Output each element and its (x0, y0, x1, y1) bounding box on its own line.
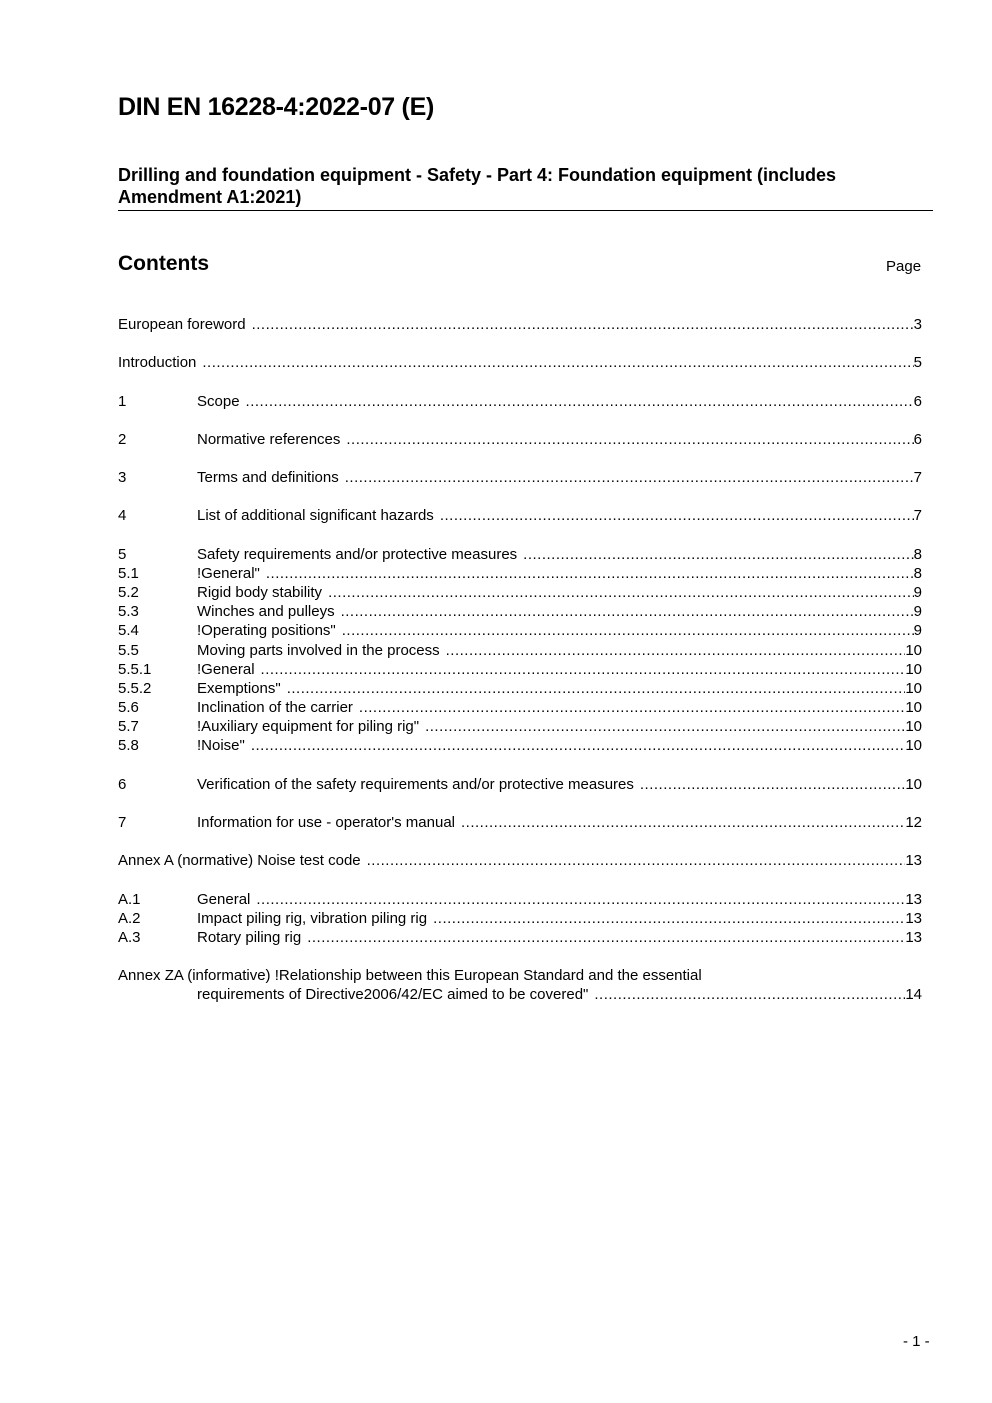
toc-entry-number: 1 (118, 393, 127, 410)
toc-entry-5[interactable] (118, 545, 922, 564)
toc-entry-5-6[interactable] (118, 698, 922, 717)
toc-entry-page: 10 (905, 642, 922, 659)
toc-entry-number: 6 (118, 776, 127, 793)
toc-entry-5-5-2[interactable] (118, 679, 922, 698)
toc-entry-number: A.3 (118, 929, 141, 946)
toc-entry-page: 7 (913, 507, 922, 524)
toc-entry-6[interactable] (118, 775, 922, 794)
toc-entry-page: 3 (913, 316, 922, 333)
toc-entry-3[interactable] (118, 468, 922, 487)
toc-leader (433, 909, 905, 928)
toc-entry-page: 13 (905, 929, 922, 946)
toc-entry-page: 10 (905, 699, 922, 716)
toc-leader (266, 564, 914, 583)
toc-entry-page: 9 (913, 584, 922, 601)
toc-entry-text: !Noise" (197, 737, 245, 754)
toc-entry-text: Exemptions" (197, 680, 281, 697)
toc-entry-annex-a[interactable] (118, 851, 922, 870)
toc-entry-page: 7 (913, 469, 922, 486)
toc-entry-number: 5.2 (118, 584, 139, 601)
toc-entry-number: 5.3 (118, 603, 139, 620)
toc-entry-text: List of additional significant hazards (197, 507, 434, 524)
toc-entry-introduction[interactable] (118, 353, 922, 372)
toc-entry-number: 7 (118, 814, 127, 831)
toc-leader (307, 928, 905, 947)
toc-entry-number: 4 (118, 507, 127, 524)
toc-entry-number: A.1 (118, 891, 141, 908)
toc-leader (341, 602, 914, 621)
toc-entry-text: Normative references (197, 431, 341, 448)
toc-entry-text: !Operating positions" (197, 622, 336, 639)
toc-entry-page: 10 (905, 737, 922, 754)
toc-entry-page: 8 (913, 546, 922, 563)
toc-entry-page: 6 (913, 431, 922, 448)
toc-entry-text: !General" (197, 565, 260, 582)
toc-entry-5-8[interactable] (118, 736, 922, 755)
toc-entry-text: Verification of the safety requirements and/or protective measures (197, 776, 634, 793)
toc-entry-text: European foreword (118, 316, 246, 333)
toc-entry-5-4[interactable] (118, 621, 922, 640)
toc-leader (425, 717, 905, 736)
toc-entry-annex-za-line1[interactable] (118, 966, 922, 985)
toc-entry-page: 14 (905, 986, 922, 1003)
toc-entry-page: 10 (905, 661, 922, 678)
toc-leader (252, 315, 914, 334)
toc-entry-page: 9 (913, 603, 922, 620)
toc-leader (328, 583, 914, 602)
toc-entry-text: !General (197, 661, 255, 678)
toc-entry-7[interactable] (118, 813, 922, 832)
toc-leader (342, 621, 914, 640)
page-number: - 1 - (903, 1333, 930, 1350)
toc-entry-page: 10 (905, 776, 922, 793)
toc-entry-number: 5.5.2 (118, 680, 152, 697)
document-id: DIN EN 16228-4:2022-07 (E) (118, 93, 434, 121)
toc-entry-5-3[interactable] (118, 602, 922, 621)
toc-leader (202, 353, 913, 372)
toc-entry-text: Rigid body stability (197, 584, 323, 601)
toc-leader (523, 545, 914, 564)
toc-entry-5-1[interactable] (118, 564, 922, 583)
toc-entry-4[interactable] (118, 506, 922, 525)
toc-entry-page: 9 (913, 622, 922, 639)
toc-entry-text: Impact piling rig, vibration piling rig (197, 910, 428, 927)
page-column-heading: Page (886, 258, 922, 275)
toc-entry-page: 13 (905, 891, 922, 908)
toc-entry-text: Information for use - operator's manual (197, 814, 455, 831)
toc-entry-page: 12 (905, 814, 922, 831)
toc-entry-page: 6 (913, 393, 922, 410)
toc-entry-text: General (197, 891, 251, 908)
toc-leader (367, 851, 906, 870)
toc-entry-annex-za-line2[interactable] (118, 985, 922, 1004)
toc-leader (359, 698, 905, 717)
toc-entry-number: 5.5.1 (118, 661, 152, 678)
toc-entry-number: 5.5 (118, 642, 139, 659)
toc-entry-foreword[interactable] (118, 315, 922, 334)
toc-leader (640, 775, 905, 794)
toc-entry-text: Safety requirements and/or protective measures (197, 546, 518, 563)
toc-entry-text: Scope (197, 393, 240, 410)
toc-leader (246, 392, 914, 411)
toc-entry-a-1[interactable] (118, 890, 922, 909)
toc-entry-5-5-1[interactable] (118, 660, 922, 679)
toc-entry-page: 5 (913, 354, 922, 371)
toc-entry-page: 8 (913, 565, 922, 582)
toc-entry-text: Rotary piling rig (197, 929, 302, 946)
toc-entry-a-2[interactable] (118, 909, 922, 928)
toc-entry-text: Terms and definitions (197, 469, 339, 486)
toc-leader (287, 679, 906, 698)
toc-entry-page: 10 (905, 718, 922, 735)
document-title: Drilling and foundation equipment - Safety - Part 4: Foundation equipment (includes Amendment A1:2021) (118, 164, 933, 211)
toc-entry-text: Introduction (118, 354, 197, 371)
toc-entry-number: 5.6 (118, 699, 139, 716)
toc-entry-number: A.2 (118, 910, 141, 927)
toc-entry-2[interactable] (118, 430, 922, 449)
toc-entry-number: 5.1 (118, 565, 139, 582)
toc-entry-page: 13 (905, 852, 922, 869)
toc-leader (261, 660, 906, 679)
contents-heading: Contents (118, 252, 209, 275)
toc-entry-number: 5.4 (118, 622, 139, 639)
toc-entry-text: !Auxiliary equipment for piling rig" (197, 718, 420, 735)
toc-entry-a-3[interactable] (118, 928, 922, 947)
toc-entry-text: Moving parts involved in the process (197, 642, 440, 659)
toc-leader (256, 890, 905, 909)
toc-entry-number: 5.8 (118, 737, 139, 754)
toc-entry-1[interactable] (118, 392, 922, 411)
toc-leader (440, 506, 914, 525)
toc-entry-page: 13 (905, 910, 922, 927)
toc-leader (346, 430, 913, 449)
toc-entry-page: 10 (905, 680, 922, 697)
toc-leader (594, 985, 905, 1004)
toc-leader (345, 468, 914, 487)
toc-leader (251, 736, 905, 755)
toc-entry-text: Inclination of the carrier (197, 699, 353, 716)
toc-entry-text: Winches and pulleys (197, 603, 335, 620)
toc-entry-text: Annex A (normative) Noise test code (118, 852, 361, 869)
toc-leader (446, 641, 906, 660)
toc-entry-5-5[interactable] (118, 641, 922, 660)
toc-entry-number: 3 (118, 469, 127, 486)
toc-entry-text: Annex ZA (informative) !Relationship between this European Standard and the essential (118, 967, 702, 984)
toc-entry-number: 5.7 (118, 718, 139, 735)
toc-leader (461, 813, 905, 832)
toc-entry-5-2[interactable] (118, 583, 922, 602)
toc-entry-5-7[interactable] (118, 717, 922, 736)
toc-entry-text: requirements of Directive2006/42/EC aimed to be covered" (197, 986, 589, 1003)
toc-entry-number: 5 (118, 546, 127, 563)
toc-entry-number: 2 (118, 431, 127, 448)
